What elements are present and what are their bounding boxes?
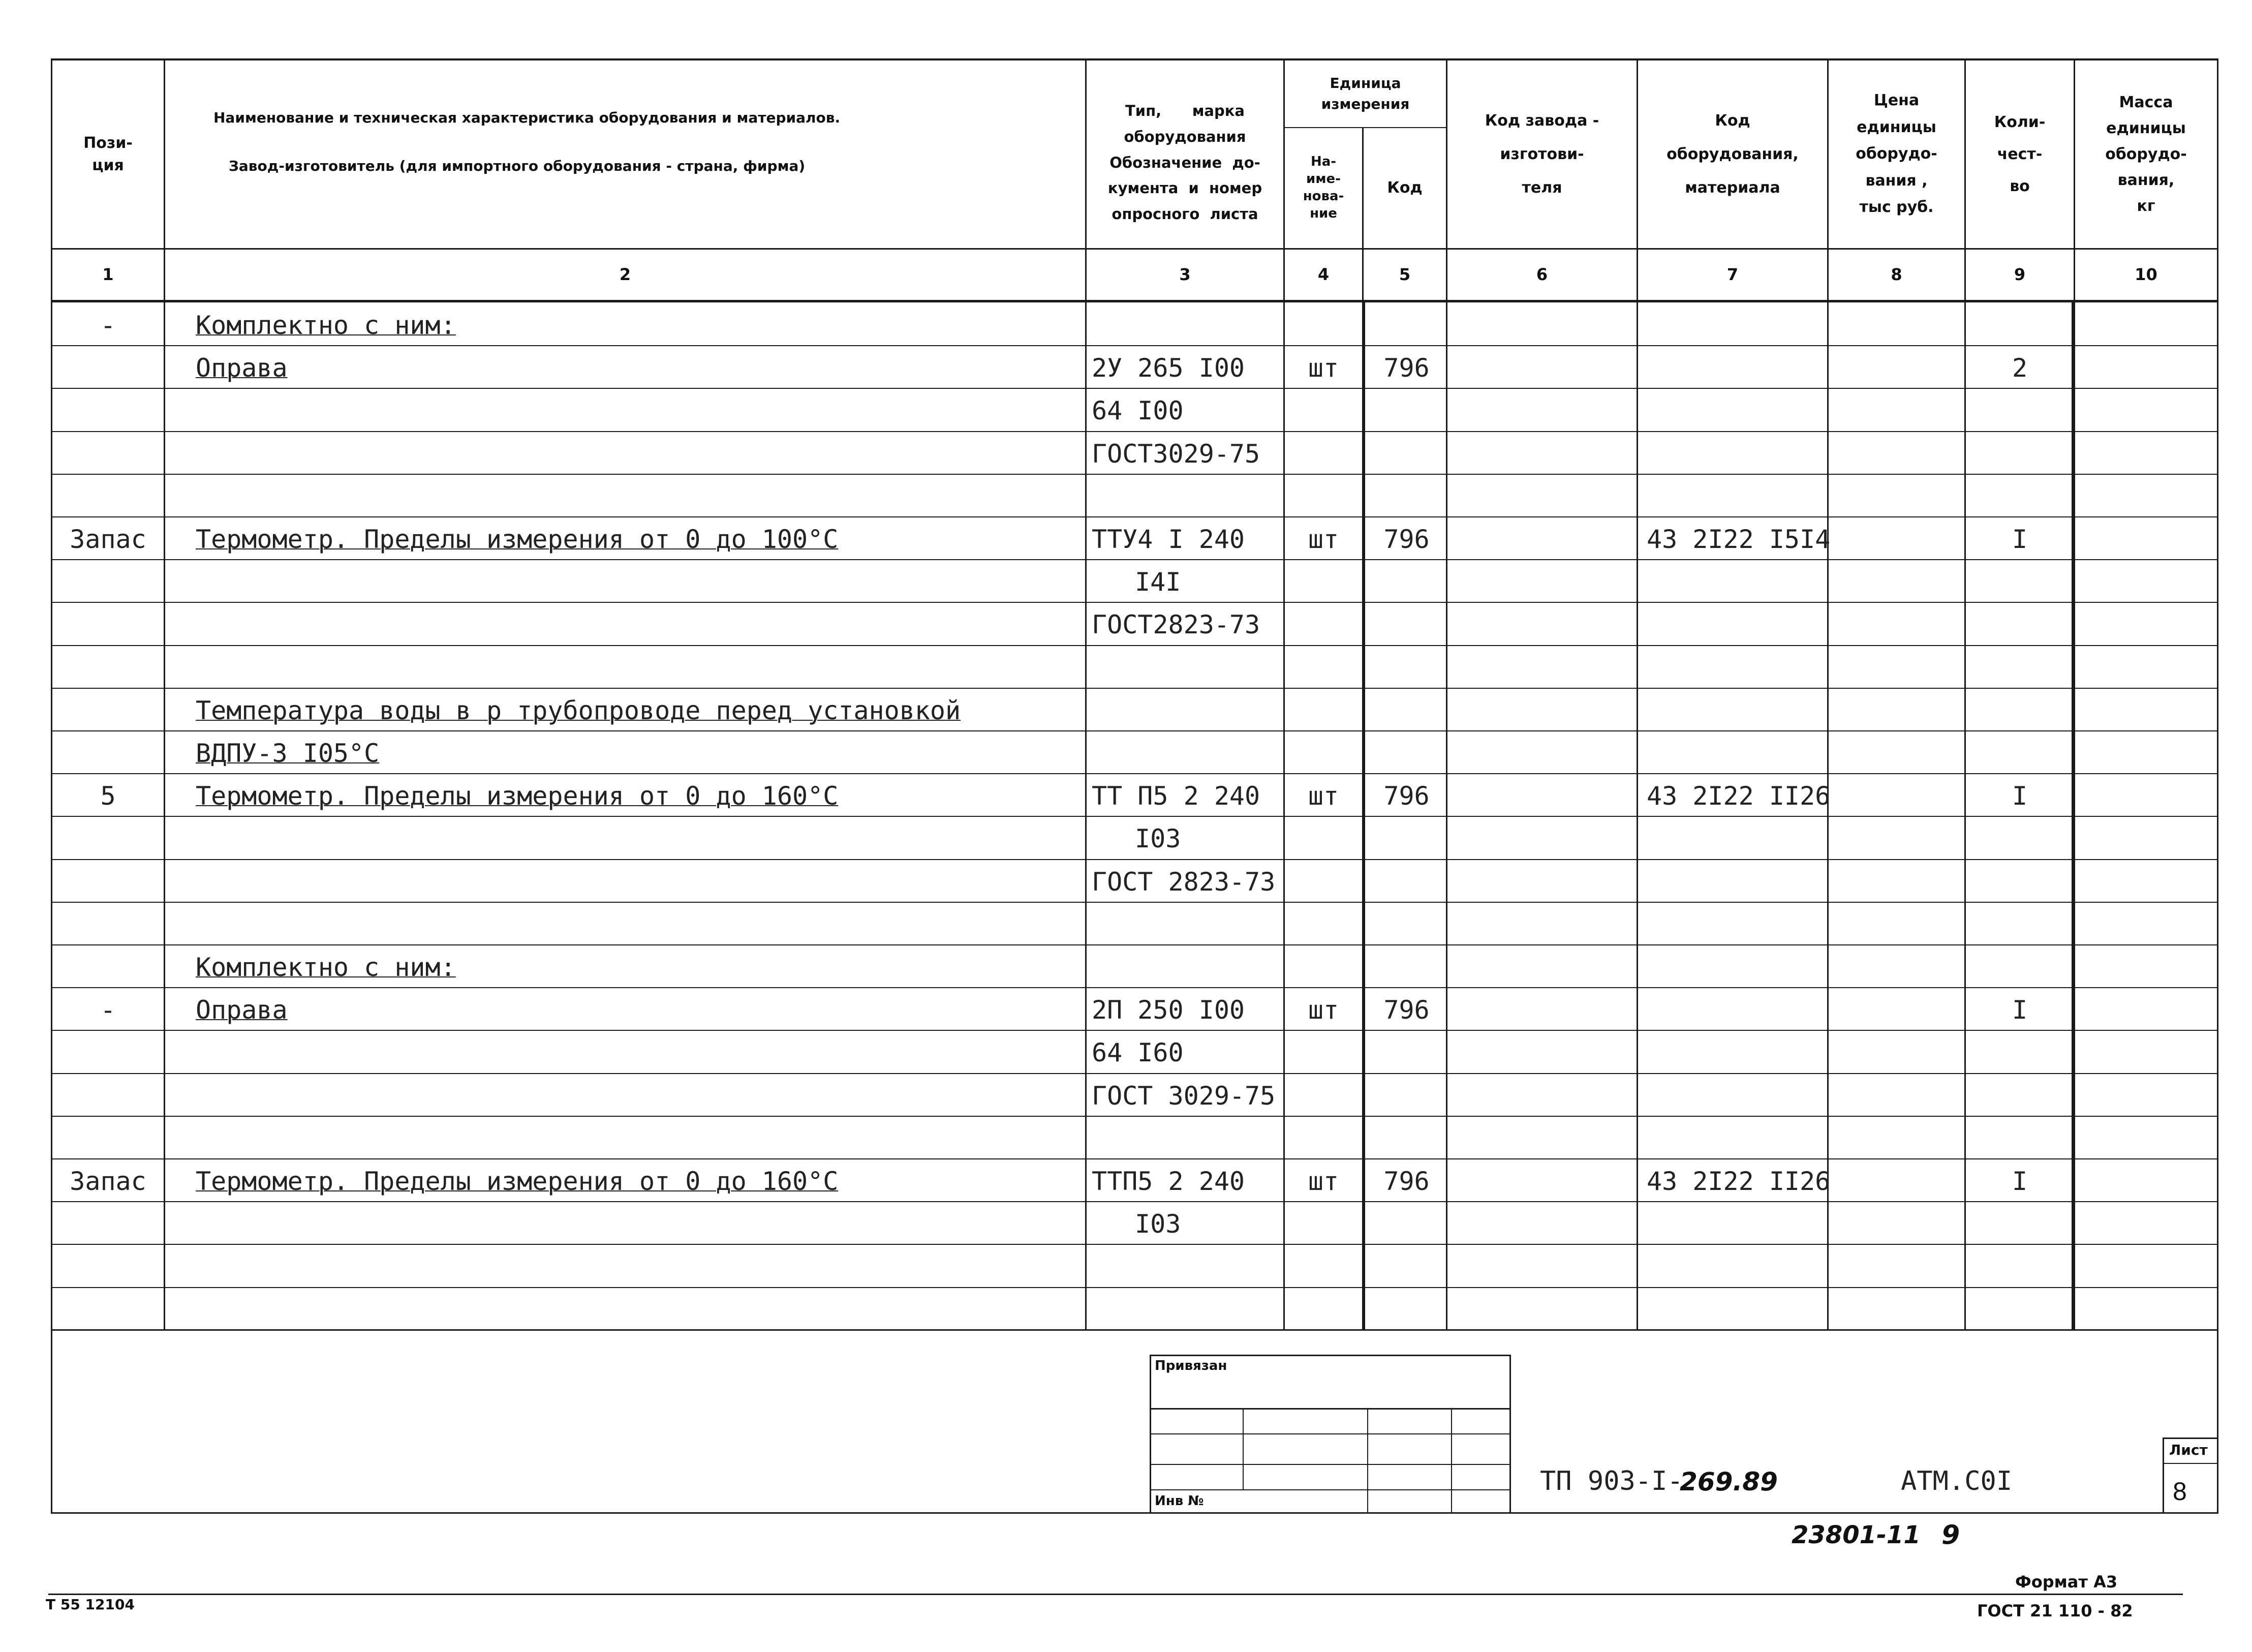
col-number: 3 — [1179, 265, 1191, 284]
cell-quantity: I — [2012, 525, 2028, 554]
header-equipment-code: Код оборудования, материала — [1667, 111, 1799, 197]
col-number: 5 — [1399, 265, 1411, 284]
header-price: Цена единицы оборудо- вания , тыс руб. — [1856, 91, 1937, 217]
cell-name: Температура воды в р трубопроводе перед установкой — [196, 696, 961, 725]
cell-equipment-code: 43 2I22 II26 — [1647, 781, 1831, 811]
cell-quantity: 2 — [2012, 353, 2028, 383]
cell-name: Термометр. Пределы измерения от 0 до 160°С — [196, 1167, 839, 1196]
format-label: Формат А3 — [2015, 1572, 2118, 1592]
cell-unit: шт — [1308, 525, 1339, 554]
cell-type: ТТП5 2 240 — [1092, 1167, 1245, 1196]
col-number: 9 — [2014, 265, 2026, 284]
cell-quantity: I — [2012, 995, 2028, 1025]
sheet-number: 8 — [2173, 1477, 2187, 1506]
col-number: 4 — [1317, 265, 1330, 284]
header-manufacturer: Завод-изготовитель (для импортного оборудования - страна, фирма) — [229, 158, 806, 174]
cell-type: 64 I60 — [1092, 1038, 1184, 1067]
left-code: Т 55 12104 — [46, 1596, 135, 1613]
col-number: 6 — [1536, 265, 1548, 284]
cell-name: Термометр. Пределы измерения от 0 до 100°С — [196, 525, 839, 554]
cell-type: 64 I00 — [1092, 396, 1184, 425]
cell-name: Оправа — [196, 995, 288, 1025]
cell-name: Оправа — [196, 353, 288, 383]
cell-type: I03 — [1135, 824, 1181, 853]
header-unit-group: Единица измерения — [1321, 75, 1410, 112]
col-number: 8 — [1891, 265, 1902, 284]
cell-type: ГОСТ 2823-73 — [1092, 867, 1276, 897]
cell-equipment-code: 43 2I22 II26 — [1647, 1167, 1831, 1196]
cell-type: 2П 250 I00 — [1092, 995, 1245, 1025]
cell-position: - — [100, 311, 116, 340]
cell-type: ГОСТ2823-73 — [1092, 610, 1260, 639]
archive-number: 23801-11 — [1792, 1521, 1921, 1549]
cell-unit-code: 796 — [1383, 781, 1430, 811]
cell-unit: шт — [1308, 1167, 1339, 1196]
bound-label: Привязан — [1155, 1358, 1227, 1373]
col-number: 2 — [619, 265, 631, 284]
cell-name: Термометр. Пределы измерения от 0 до 160°С — [196, 781, 839, 811]
cell-quantity: I — [2012, 1167, 2028, 1196]
cell-unit-code: 796 — [1383, 353, 1430, 383]
cell-name: ВДПУ-3 I05°С — [196, 739, 380, 768]
cell-name: Комплектно с ним: — [196, 953, 456, 982]
document-code: ТП 903-I- — [1540, 1466, 1683, 1496]
cell-position: Запас — [70, 1167, 146, 1196]
gost-label: ГОСТ 21 110 - 82 — [1977, 1601, 2133, 1620]
cell-type: 2У 265 I00 — [1092, 353, 1245, 383]
cell-unit: шт — [1308, 995, 1339, 1025]
cell-position: Запас — [70, 525, 146, 554]
header-type: Тип, марка оборудования Обозначение до- кумента и номер опросного листа — [1107, 102, 1262, 223]
cell-unit-code: 796 — [1383, 525, 1430, 554]
cell-type: ТТ П5 2 240 — [1092, 781, 1260, 811]
header-manufacturer-code: Код завода - изготови- теля — [1485, 111, 1599, 197]
cell-equipment-code: 43 2I22 I5I4 — [1647, 525, 1831, 554]
archive-sheet: 9 — [1941, 1520, 1960, 1550]
header-unit-code: Код — [1387, 179, 1423, 197]
document-code-handwritten: 269.89 — [1680, 1467, 1778, 1496]
cell-position: - — [100, 995, 116, 1025]
cell-type: ГОСТ 3029-75 — [1092, 1081, 1276, 1111]
col-number: 10 — [2135, 265, 2157, 284]
header-mass: Масса единицы оборудо- вания, кг — [2105, 94, 2187, 215]
cell-type: ГОСТ3029-75 — [1092, 439, 1260, 469]
cell-name: Комплектно с ним: — [196, 311, 456, 340]
header-unit-name: На- име- нова- ние — [1303, 154, 1344, 221]
cell-type: I03 — [1135, 1209, 1181, 1239]
cell-type: ТТУ4 I 240 — [1092, 525, 1245, 554]
sheet-label: Лист — [2169, 1442, 2208, 1458]
header-position: Пози- ция — [83, 134, 133, 174]
cell-unit: шт — [1308, 353, 1339, 383]
header-name: Наименование и техническая характеристика оборудования и материалов. — [213, 109, 841, 126]
cell-type: I4I — [1135, 567, 1181, 597]
col-number: 7 — [1726, 265, 1739, 284]
cell-unit-code: 796 — [1383, 995, 1430, 1025]
cell-quantity: I — [2012, 781, 2028, 811]
cell-unit: шт — [1308, 781, 1339, 811]
inventory-number-label: Инв № — [1155, 1493, 1204, 1509]
cell-position: 5 — [100, 781, 116, 811]
header-quantity: Коли- чест- во — [1994, 113, 2046, 195]
document-mark: АТМ.С0I — [1901, 1466, 2013, 1496]
col-number: 1 — [102, 265, 114, 284]
cell-unit-code: 796 — [1383, 1167, 1430, 1196]
